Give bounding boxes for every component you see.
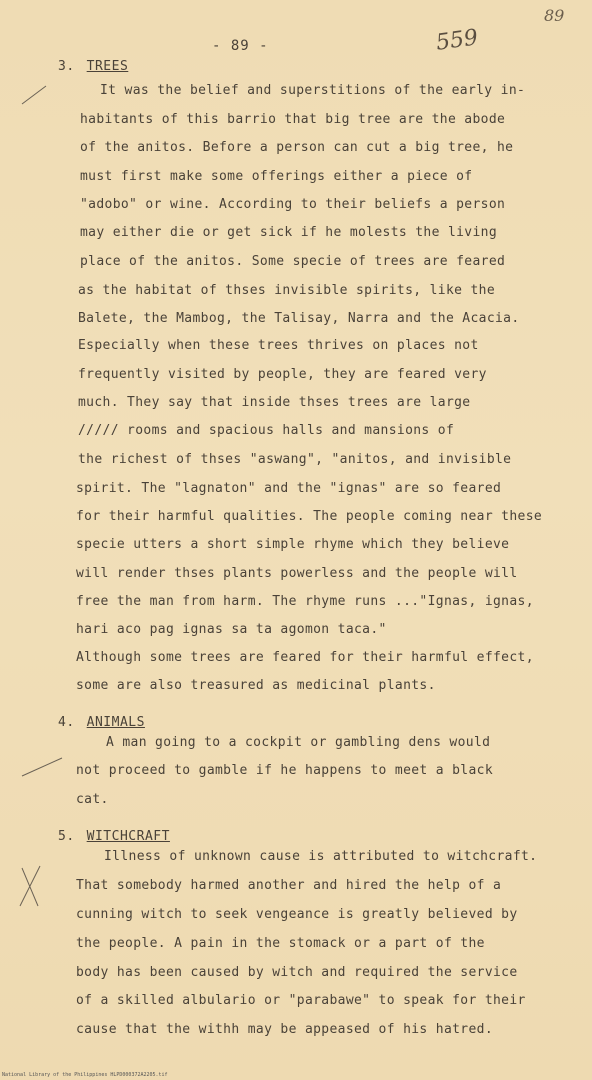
text-line: not proceed to gamble if he happens to meet a black xyxy=(76,763,494,778)
text-line: Although some trees are feared for their harmful effect, xyxy=(76,650,534,665)
section-title: ANIMALS xyxy=(86,715,145,730)
text-line: the richest of thses "aswang", "anitos, and invisible xyxy=(78,452,512,467)
text-line: That somebody harmed another and hired the help of a xyxy=(76,878,502,893)
text-line: specie utters a short simple rhyme which they believe xyxy=(76,537,510,552)
text-line: much. They say that inside thses trees are large xyxy=(78,395,471,410)
archive-footer: National Library of the Philippines HLPD000372A2205.tif xyxy=(2,1072,168,1078)
text-line: place of the anitos. Some specie of trees are feared xyxy=(80,254,506,269)
text-line: may either die or get sick if he molests the living xyxy=(80,225,498,240)
text-line: for their harmful qualities. The people coming near these xyxy=(76,509,543,524)
margin-check-mark xyxy=(22,758,62,776)
margin-check-mark xyxy=(22,86,46,104)
text-line: cat. xyxy=(76,792,109,807)
text-line: Illness of unknown cause is attributed to witchcraft. xyxy=(104,849,538,864)
text-line: frequently visited by people, they are feared very xyxy=(78,367,487,382)
section-number: 4. xyxy=(58,715,75,730)
handwritten-page-number: 559 xyxy=(434,25,480,56)
text-line: A man going to a cockpit or gambling dens would xyxy=(106,735,491,750)
text-line: habitants of this barrio that big tree are the abode xyxy=(80,112,506,127)
text-line: body has been caused by witch and required the service xyxy=(76,965,518,980)
text-line: must first make some offerings either a piece of xyxy=(80,169,473,184)
handwritten-corner-number: 89 xyxy=(544,6,565,25)
text-line: Balete, the Mambog, the Talisay, Narra and the Acacia. xyxy=(78,311,520,326)
margin-x-mark xyxy=(20,866,40,906)
section-number: 3. xyxy=(58,59,75,74)
text-line: "adobo" or wine. According to their beliefs a person xyxy=(80,197,506,212)
text-line: as the habitat of thses invisible spirits, like the xyxy=(78,283,496,298)
text-line: spirit. The "lagnaton" and the "ignas" are so feared xyxy=(76,481,502,496)
text-line: cause that the withh may be appeased of his hatred. xyxy=(76,1022,494,1037)
text-line: Especially when these trees thrives on places not xyxy=(78,338,479,353)
text-line: of the anitos. Before a person can cut a big tree, he xyxy=(80,140,514,155)
text-line: will render thses plants powerless and the people will xyxy=(76,566,518,581)
text-line: some are also treasured as medicinal plants. xyxy=(76,678,436,693)
text-line: ///// rooms and spacious halls and mansions of xyxy=(78,423,455,438)
section-title: WITCHCRAFT xyxy=(86,829,170,844)
text-line: It was the belief and superstitions of the early in- xyxy=(100,83,526,98)
page-number: - 89 - xyxy=(212,38,269,54)
text-line: the people. A pain in the stomack or a part of the xyxy=(76,936,485,951)
text-line: cunning witch to seek vengeance is greatly believed by xyxy=(76,907,518,922)
text-line: free the man from harm. The rhyme runs ..."Ignas, ignas, xyxy=(76,594,534,609)
section-title: TREES xyxy=(86,59,129,74)
text-line: hari aco pag ignas sa ta agomon taca." xyxy=(76,622,387,637)
section-number: 5. xyxy=(58,829,75,844)
text-line: of a skilled albulario or "parabawe" to speak for their xyxy=(76,993,526,1008)
